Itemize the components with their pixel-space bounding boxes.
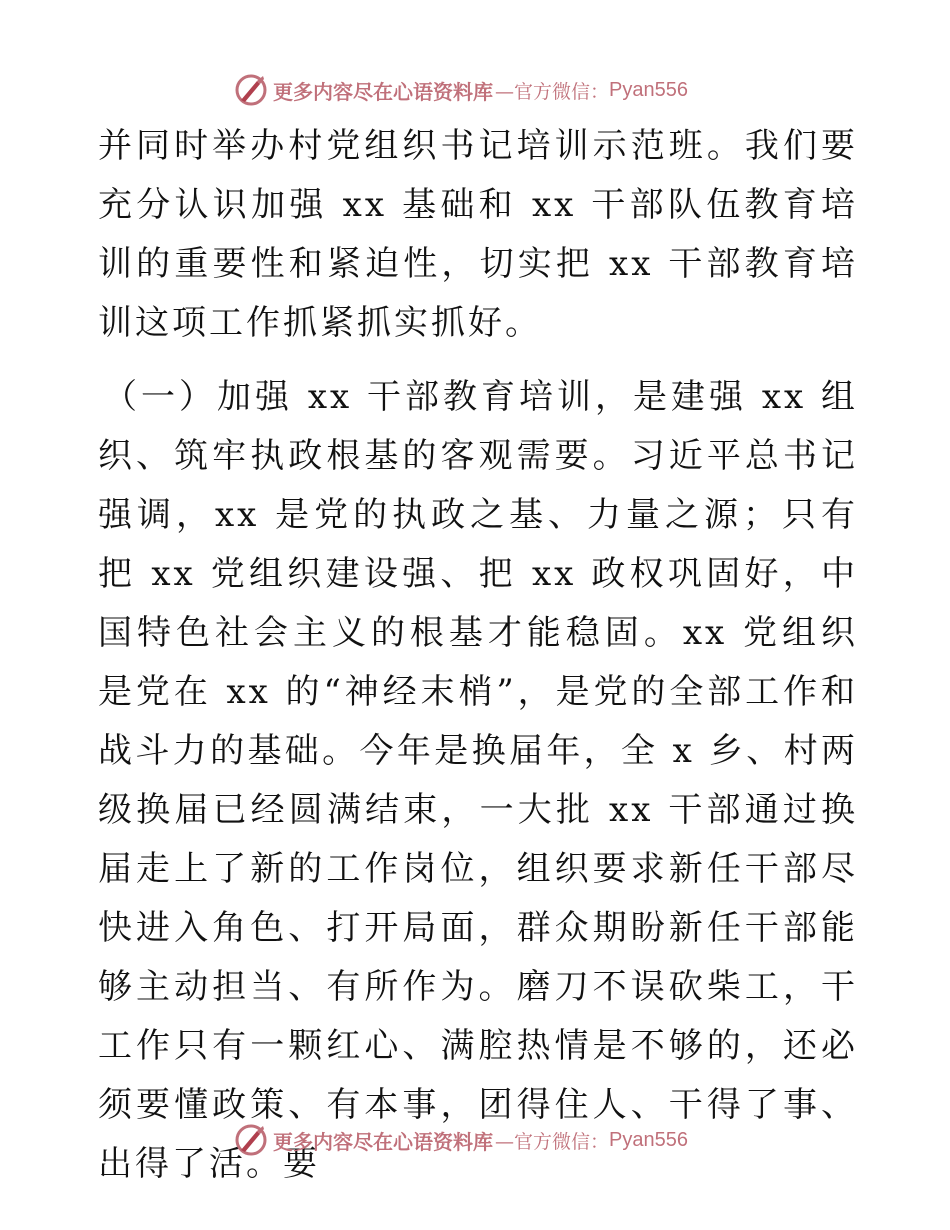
quill-pen-logo-icon <box>233 72 269 108</box>
watermark-wechat-id: Pyan556 <box>609 78 688 101</box>
document-body <box>98 117 858 1194</box>
quill-pen-logo-icon <box>233 1122 269 1158</box>
paragraph-2: （一）加强 xx 干部教育培训，是建强 xx 组织、筑牢执政根基的客观需要。习近平总书记强调，xx 是党的执政之基、力量之源；只有把 xx 党组织建设强、把 xx 政权巩固好，中国特色社会主义的根基才能稳固。xx 党组织是党在 xx 的“神经末梢”，是党的全部工作和战斗力的基础。今年是换届年，全 x 乡、村两级换届已经圆满结束，一大批 xx 干部通过换届走上了新的工作岗位，组织要求新任干部尽快进入角色、打开局面，群众期盼新任干部能够主动担当、有所作为。磨刀不误砍柴工，干工作只有一颗红心、满腔热情是不够的，还必须要懂政策、有本事，团得住人、干得了事、出得了活。要 <box>98 377 858 1184</box>
watermark-official-label: —官方微信： <box>495 1130 610 1153</box>
paragraph-1: 并同时举办村党组织书记培训示范班。我们要充分认识加强 xx 基础和 xx 干部队伍教育培训的重要性和紧迫性，切实把 xx 干部教育培训这项工作抓紧抓实抓好。 <box>98 126 858 343</box>
header-watermark <box>233 72 688 108</box>
footer-watermark <box>233 1122 688 1158</box>
watermark-text: 更多内容尽在心语资料库 <box>273 1129 493 1154</box>
watermark-official-label: —官方微信： <box>495 80 610 103</box>
watermark-text: 更多内容尽在心语资料库 <box>273 79 493 104</box>
watermark-wechat-id: Pyan556 <box>609 1128 688 1151</box>
